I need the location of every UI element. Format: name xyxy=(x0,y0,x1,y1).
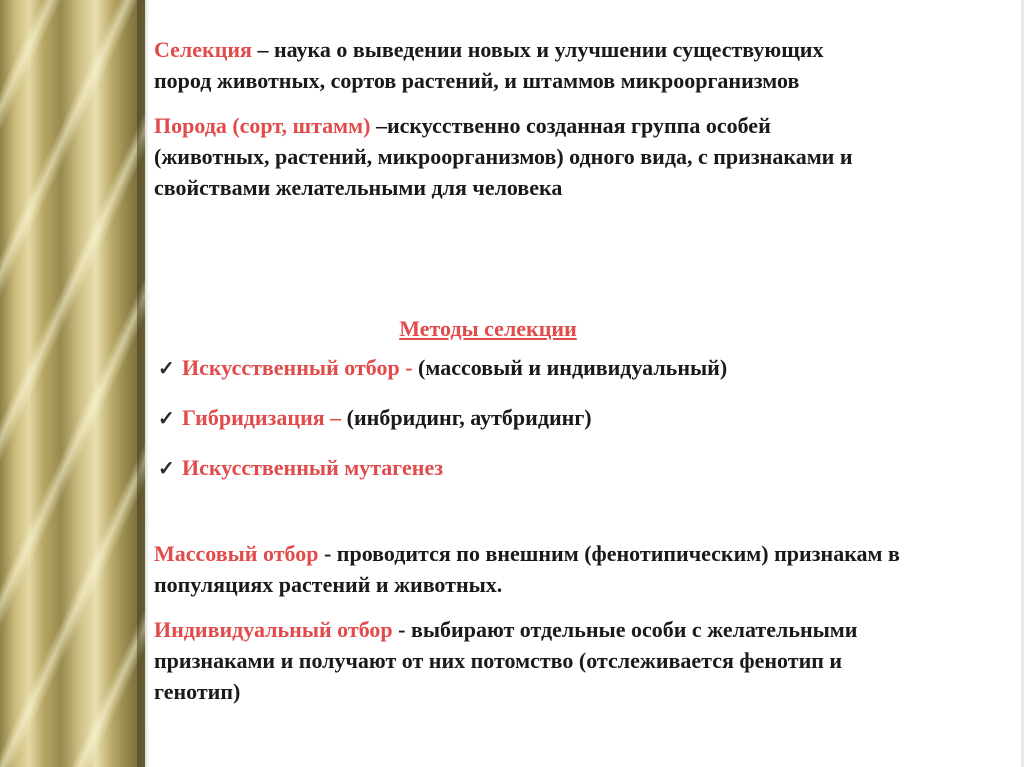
mass-text: - проводится по внешним (фенотипическим) признакам в популяциях растений и животных. xyxy=(154,541,900,597)
decorative-curtain xyxy=(0,0,145,767)
mass-term: Массовый отбор xyxy=(154,541,319,566)
method-term: Гибридизация – xyxy=(182,405,347,430)
individual-term: Индивидуальный отбор xyxy=(154,617,393,642)
methods-block xyxy=(148,306,1003,514)
methods-title-wrap xyxy=(148,316,828,342)
checkmark-icon: ✓ xyxy=(158,458,175,480)
individual-selection xyxy=(154,614,914,707)
selection-definition xyxy=(154,34,854,96)
method-item xyxy=(158,452,1003,485)
individual-text: - выбирают отдельные особи с желательными признаками и получают от них потомство (отслеживается фенотип и генотип) xyxy=(154,617,858,704)
checkmark-icon: ✓ xyxy=(158,358,175,380)
method-term: Искусственный мутагенез xyxy=(182,455,444,480)
methods-title: Методы селекции xyxy=(399,316,577,341)
selection-text: – наука о выведении новых и улучшении существующих пород животных, сортов растений, и штаммов микроорганизмов xyxy=(154,37,824,93)
method-item xyxy=(158,402,1003,435)
method-item xyxy=(158,352,1003,385)
method-term: Искусственный отбор - xyxy=(182,355,419,380)
definitions-block xyxy=(148,22,1003,290)
breed-term: Порода (сорт, штамм) xyxy=(154,113,371,138)
mass-selection xyxy=(154,538,969,600)
method-text: (инбридинг, аутбридинг) xyxy=(346,405,592,430)
breed-definition xyxy=(154,110,874,203)
selection-term: Селекция xyxy=(154,37,252,62)
selection-types-block xyxy=(148,528,1003,728)
checkmark-icon: ✓ xyxy=(158,408,175,430)
breed-text: –искусственно созданная группа особей (животных, растений, микроорганизмов) одного вида, с признаками и свойствами желательными для человека xyxy=(154,113,853,200)
method-text: (массовый и индивидуальный) xyxy=(418,355,728,380)
